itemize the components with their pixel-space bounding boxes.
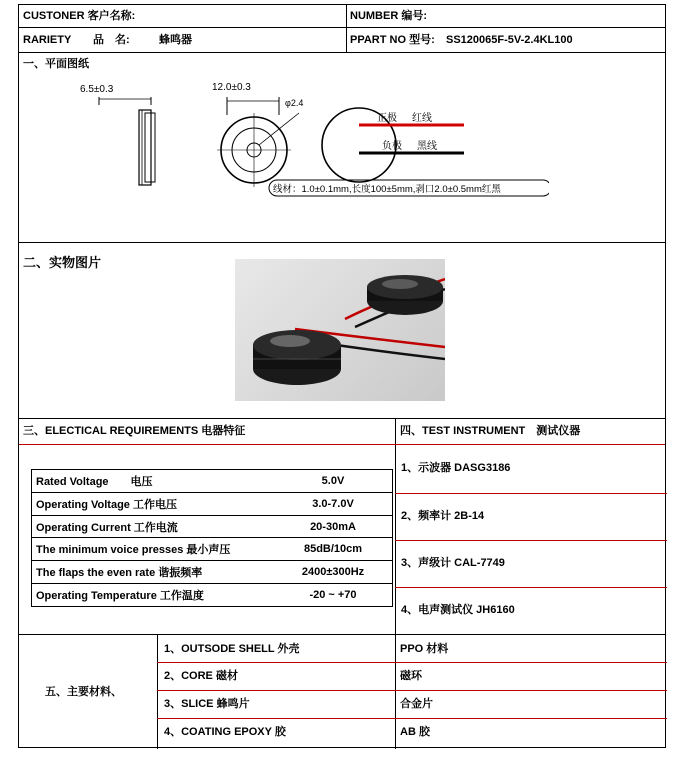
- section34-divider: [395, 418, 396, 634]
- materials-line-1: [157, 662, 667, 663]
- header-divider: [346, 5, 347, 52]
- section34-header-line: [19, 444, 665, 445]
- label-positive: 正极: [377, 113, 397, 124]
- spec-value: 3.0-7.0V: [274, 492, 392, 515]
- spec-row: [32, 584, 392, 606]
- spec-sheet: [18, 4, 666, 748]
- spec-value: 20-30mA: [274, 515, 392, 538]
- product-name-value: 蜂鸣器: [159, 34, 192, 46]
- instrument-line-3: [395, 587, 667, 588]
- spec-label: Operating Temperature 工作温度: [36, 590, 204, 603]
- section1-bottom: [19, 242, 665, 243]
- part-no-label: PPART NO 型号:: [350, 34, 435, 46]
- spec-label: Operating Voltage 工作电压: [32, 492, 274, 515]
- instrument-item: 4、电声测试仪 JH6160: [401, 604, 515, 616]
- material-part: 2、CORE 磁材: [164, 670, 238, 682]
- material-value: 磁环: [400, 670, 422, 682]
- spec-row: [32, 561, 392, 584]
- electrical-spec-table: [31, 469, 393, 607]
- instrument-item: 1、示波器 DASG3186: [401, 462, 511, 474]
- number-label: NUMBER 编号:: [350, 10, 427, 22]
- section3-title: 三、ELECTICAL REQUIREMENTS 电器特征: [23, 425, 246, 437]
- instrument-item: 2、频率计 2B-14: [401, 510, 485, 522]
- material-part: 1、OUTSODE SHELL 外壳: [164, 643, 300, 655]
- header-line-1: [19, 27, 665, 28]
- part-no-value: SS120065F-5V-2.4KL100: [446, 34, 573, 46]
- dim-thickness: 6.5±0.3: [80, 84, 114, 95]
- materials-line-3: [157, 718, 667, 719]
- spec-label: The flaps the even rate 谐振频率: [32, 561, 274, 584]
- header-line-2: [19, 52, 665, 53]
- label-red: 红线: [412, 113, 432, 124]
- instrument-line-1: [395, 493, 667, 494]
- dim-diameter: 12.0±0.3: [212, 82, 251, 93]
- materials-divider-2: [395, 634, 396, 749]
- label-black: 黑线: [417, 141, 437, 152]
- section1-title: 一、平面图纸: [23, 58, 89, 70]
- material-value: AB 胶: [400, 726, 430, 738]
- spec-label: The minimum voice presses 最小声压: [32, 538, 274, 561]
- spec-row: [32, 470, 392, 492]
- spec-value: 2400±300Hz: [274, 561, 392, 584]
- instrument-item: 3、声级计 CAL-7749: [401, 557, 505, 569]
- spec-value: 85dB/10cm: [274, 538, 392, 561]
- spec-value: -20 ~ +70: [309, 589, 357, 602]
- rariety-label: RARIETY: [23, 34, 72, 46]
- dim-hole: φ2.4: [285, 98, 304, 108]
- materials-line-2: [157, 690, 667, 691]
- section2-title: 二、实物图片: [23, 255, 102, 270]
- spec-label: Operating Current 工作电流: [32, 515, 274, 538]
- product-name-label: 品 名:: [93, 34, 130, 46]
- section4-title: 四、TEST INSTRUMENT 测试仪器: [400, 425, 581, 437]
- spec-row: [32, 538, 392, 561]
- product-photo: [235, 259, 445, 401]
- instrument-line-2: [395, 540, 667, 541]
- wire-note: 线材：1.0±0.1mm,长度100±5mm,剥口2.0±0.5mm红黑: [273, 184, 501, 195]
- section5-title: 五、主要材料、: [45, 686, 122, 698]
- section2-bottom: [19, 418, 665, 419]
- materials-divider-1: [157, 634, 158, 749]
- label-negative: 负极: [382, 141, 402, 152]
- material-part: 4、COATING EPOXY 胶: [164, 726, 286, 738]
- buzzer-photo-illustration: [235, 259, 445, 401]
- customer-label: CUSTONER 客户名称:: [23, 10, 136, 22]
- material-value: PPO 材料: [400, 643, 449, 655]
- material-part: 3、SLICE 蜂鸣片: [164, 698, 250, 710]
- spec-value: 5.0V: [274, 470, 392, 492]
- spec-row: [32, 492, 392, 515]
- spec-label: Rated Voltage 电压: [32, 470, 274, 492]
- spec-row: [32, 515, 392, 538]
- section34-bottom: [19, 634, 665, 635]
- material-value: 合金片: [400, 698, 433, 710]
